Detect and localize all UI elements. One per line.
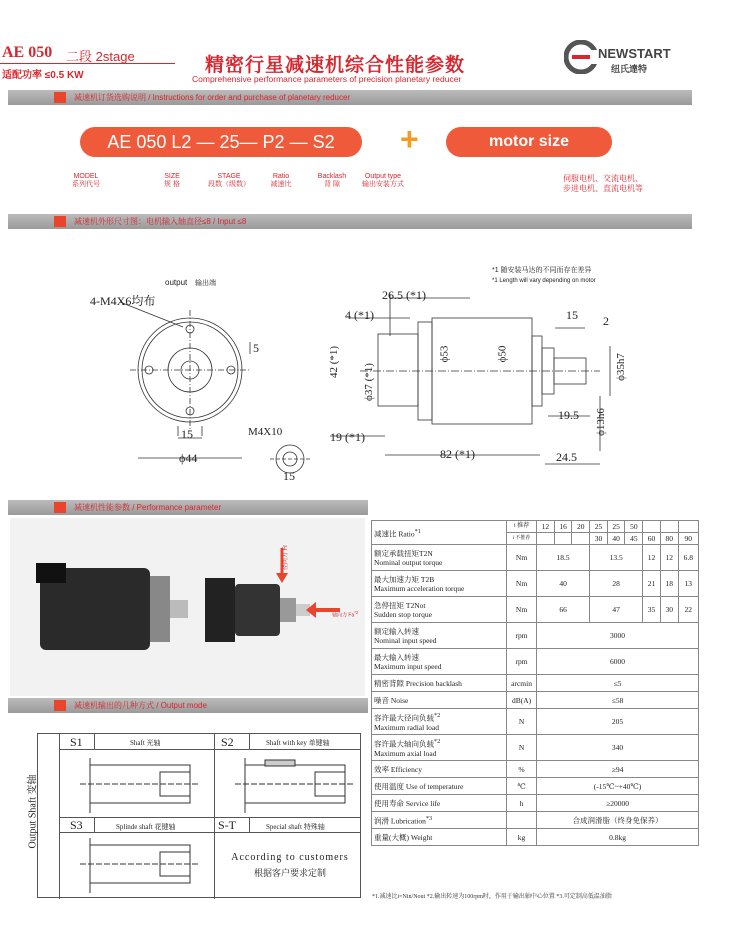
custom-en: According to customers bbox=[231, 852, 349, 863]
power-label: 适配功率 ≤0.5 KW bbox=[2, 70, 84, 81]
mode-s2-name: Shaft with key 单键轴 bbox=[266, 739, 330, 747]
table-row: 重量(大概) Weight kg 0.8kg bbox=[372, 829, 699, 846]
ratio-cell: 25 bbox=[590, 521, 608, 533]
i2-label: i 不推荐 bbox=[507, 533, 537, 545]
ratio-cell: 80 bbox=[660, 533, 678, 545]
brand-logo-icon bbox=[564, 40, 600, 74]
dim-42: 42 (*1) bbox=[328, 345, 341, 379]
performance-table bbox=[371, 520, 699, 846]
brand-name-cn: 纽氏達特 bbox=[611, 64, 648, 74]
output-label: output bbox=[165, 278, 188, 287]
dim-d13: ϕ13h6 bbox=[594, 408, 607, 436]
stage-label: 二段 2stage bbox=[66, 49, 135, 64]
ratio-cell: 25 bbox=[607, 521, 625, 533]
output-side-label: Output Shaft 变轴 bbox=[27, 774, 39, 849]
table-row: 噪音 Noise dB(A) ≤58 bbox=[372, 692, 699, 709]
ratio-cell: 12 bbox=[537, 521, 555, 533]
section-bar-order: 减速机订货选购说明 / Instructions for order and purchase of planetary reducer bbox=[8, 90, 692, 105]
dim-4: 4 (*1) bbox=[345, 308, 374, 322]
dim-5: 5 bbox=[253, 341, 259, 355]
label-size: SIZE 规 格 bbox=[164, 173, 180, 188]
ratio-cell: 30 bbox=[590, 533, 608, 545]
ratio-cell: 40 bbox=[607, 533, 625, 545]
table-row: 额定承载扭矩T2N Nominal output torque Nm 18.5 13.5 12 12 6.8 bbox=[372, 545, 699, 571]
product-image bbox=[10, 518, 365, 696]
output-label-cn: 输出端 bbox=[195, 280, 216, 287]
ratio-header: 减速比 Ratio$^{*1}$ bbox=[372, 521, 507, 545]
table-row: 急停扭矩 T2Not Sudden stop torque Nm 66 47 35 30 22 bbox=[372, 597, 699, 623]
custom-cn: 根据客户要求定制 bbox=[253, 868, 326, 878]
brand-logo bbox=[564, 40, 600, 79]
mode-s3-name: Splinde shaft 花键轴 bbox=[116, 823, 176, 831]
section-bar-perf: 减速机性能参数 / Performance parameter bbox=[8, 500, 368, 515]
dim-l245: 24.5 bbox=[556, 450, 577, 464]
table-row: 额定输入转速 Nominal input speed rpm 3000 bbox=[372, 623, 699, 649]
ratio-cell: 90 bbox=[678, 533, 698, 545]
dim-m4: M4X10 bbox=[248, 426, 283, 438]
i1-label: i 推荐 bbox=[507, 521, 537, 533]
dimension-drawing bbox=[0, 236, 731, 496]
table-row: 使用寿命 Service life h ≥20000 bbox=[372, 795, 699, 812]
mode-s2: S2 bbox=[221, 735, 234, 749]
table-row: 效率 Efficiency % ≥94 bbox=[372, 761, 699, 778]
title-underline bbox=[0, 63, 175, 64]
ratio-cell: 50 bbox=[625, 521, 643, 533]
plus-icon: + bbox=[400, 121, 419, 157]
dim-l2: 2 bbox=[603, 314, 609, 328]
dim-l15: 15 bbox=[566, 308, 578, 322]
order-code: AE 050 L2 — 25— P2 — S2 bbox=[80, 127, 362, 157]
label-motor: 伺服电机、交流电机、 步进电机、直流电机等 bbox=[563, 174, 643, 193]
dim-d53: ϕ53 bbox=[438, 345, 451, 363]
mode-st: S-T bbox=[218, 818, 236, 832]
ratio-cell: 20 bbox=[572, 521, 590, 533]
table-row: 精密背隙 Precision backlash arcmin ≤5 bbox=[372, 675, 699, 692]
dim-holes: 4-M4X6均布 bbox=[90, 294, 156, 308]
section-bar-dims: 减速机外形尺寸图：电机输入轴直径≤8 / Input ≤8 bbox=[8, 214, 692, 229]
ratio-cell: 60 bbox=[643, 533, 661, 545]
dim-d50: ϕ50 bbox=[496, 345, 509, 363]
mode-s1: S1 bbox=[70, 735, 83, 749]
ratio-cell: 16 bbox=[554, 521, 572, 533]
axial-force-label: 轴向力 Fa$^{*2}$ bbox=[332, 610, 359, 619]
dim-l19: 19 (*1) bbox=[330, 430, 365, 444]
brand-name: NEWSTART bbox=[598, 46, 671, 61]
dim-l195: 19.5 bbox=[558, 408, 579, 422]
dim-d44: ϕ44 bbox=[179, 451, 198, 465]
table-row: 容许最大轴向负载$^{*2}$ Maximum axial load N 340 bbox=[372, 735, 699, 761]
table-row: 润滑 Lubrication$^{*3}$ 合成润滑脂（终身免保养） bbox=[372, 812, 699, 829]
mode-s3: S3 bbox=[70, 818, 83, 832]
table-row: 容许最大径向负载$^{*2}$ Maximum radial load N 205 bbox=[372, 709, 699, 735]
label-backlash: Backlash 背 隙 bbox=[317, 173, 347, 188]
table-row: 最大加速力矩 T2B Maximum acceleration torque Nm 40 28 21 18 13 bbox=[372, 571, 699, 597]
dim-d37: ϕ37 (*1) bbox=[362, 363, 375, 401]
model-title: AE 050 bbox=[2, 44, 53, 61]
label-model: MODEL 系列代号 bbox=[72, 173, 100, 188]
label-output: Output type 输出安装方式 bbox=[362, 173, 404, 188]
section-bar-output: 减速机输出的几种方式 / Output mode bbox=[8, 698, 368, 713]
note-1: *1 随安装马达的不同而存在差异 bbox=[492, 267, 592, 274]
dim-15: 15 bbox=[181, 427, 193, 441]
label-ratio: Ratio 减速比 bbox=[270, 173, 292, 188]
mode-s1-name: Shaft 光轴 bbox=[130, 739, 161, 747]
dim-26: 26.5 (*1) bbox=[382, 288, 426, 302]
dim-l82: 82 (*1) bbox=[440, 447, 475, 461]
page-subtitle: Comprehensive performance parameters of precision planetary reducer bbox=[192, 74, 462, 84]
ratio-cell: 45 bbox=[625, 533, 643, 545]
radial-force-label: 径向力 Fr bbox=[283, 544, 290, 571]
output-modes-panel bbox=[27, 733, 361, 898]
dim-d357: ϕ35h7 bbox=[614, 353, 627, 381]
mode-st-name: Special shaft 特殊轴 bbox=[266, 823, 325, 831]
table-row: 使用温度 Use of temperature ℃ (-15℃~+40℃) bbox=[372, 778, 699, 795]
page-title: 精密行星减速机综合性能参数 bbox=[205, 55, 466, 76]
table-footnote: *1.减速比i=Nin/Nout *2.输出转速为100rpm时，作用于输出轴中心位置 *3.可定制高低温油脂 bbox=[372, 894, 612, 900]
dim-15b: 15 bbox=[283, 469, 295, 483]
table-row: 最大输入转速 Maximum input speed rpm 6000 bbox=[372, 649, 699, 675]
label-stage: STAGE 段数（级数） bbox=[208, 173, 250, 188]
note-2: *1 Length will vary depending on motor bbox=[492, 278, 596, 284]
motor-size: motor size bbox=[446, 127, 612, 157]
